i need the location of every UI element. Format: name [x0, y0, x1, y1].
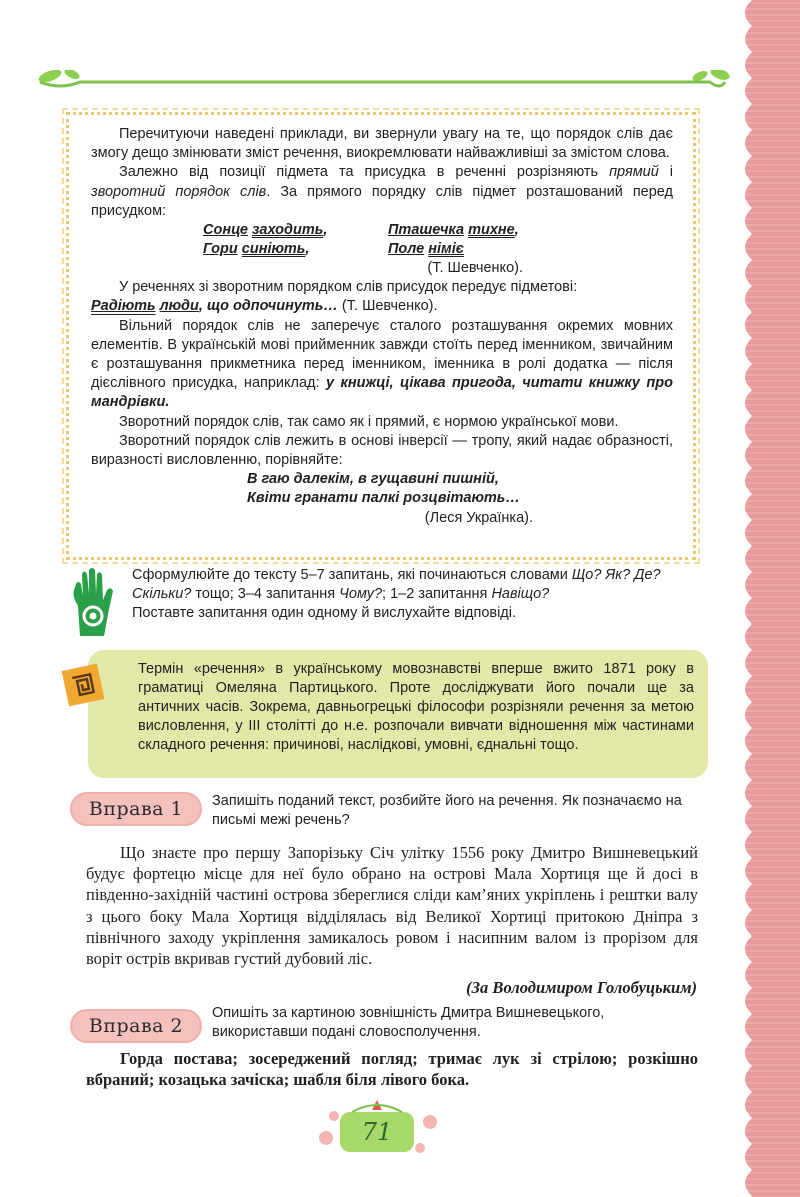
- theory-paragraph-4: Вільний порядок слів не заперечує сталого розташування окремих мовних елементів. В українській мові прийменник завжди стоїть перед іменником, звичайним є розташування прикметника перед іменником, іменника в ролі додатка — після дієслівного присудка, наприклад: у книжці, цікава пригода, читати книжку про мандрівки.: [91, 317, 673, 411]
- poem-line-1: В гаю далекім, в гущавині пишній,: [247, 471, 499, 488]
- theory-paragraph-6: Зворотний порядок слів лежить в основі інверсії — тропу, який надає образності, виразності висловленню, порівняйте:: [91, 432, 673, 469]
- page-number: 71: [361, 1118, 393, 1146]
- reverse-order-example: Радіють люди, що одпочинуть… (Т. Шевченко).: [91, 298, 438, 315]
- exercise-1-source: (За Володимиром Голобуцьким): [466, 978, 697, 997]
- exercise-1-task: Запишіть поданий текст, розбийте його на речення. Як позначаємо на письмі межі речень?: [212, 793, 682, 828]
- example-source: (Т. Шевченко).: [427, 260, 523, 277]
- hand-icon: [70, 566, 116, 640]
- decorative-side-strip: [738, 0, 800, 1197]
- info-box: [88, 650, 708, 778]
- poem-line-2: Квіти гранати палкі розцвітають…: [247, 490, 520, 507]
- info-text: Термін «речення» в українському мовознавстві вперше вжито 1871 року в граматиці Омеляна Партицького. Проте досліджувати його почали ще за античних часів. Зокрема, давньогрецькі філософи розрізняли речення за метою висловлення, у ІІІ столітті до н.е. розпочали вивчати відношення між частинами складного речення: причинові, наслідкові, умовні, єднальні тощо.: [138, 661, 694, 753]
- exercise-2-text: Горда постава; зосереджений погляд; тримає лук зі стрілою; розкішно вбраний; козацька зачіска; шабля біля лівого бока.: [86, 1049, 698, 1090]
- theory-box: [66, 112, 696, 560]
- theory-paragraph-3: У реченнях зі зворотним порядком слів присудок передує підметові:: [119, 279, 578, 296]
- exercise-1-label: Вправа 1: [70, 792, 202, 826]
- theory-paragraph-5: Зворотний порядок слів, так само як і прямий, є нормою української мови.: [119, 413, 619, 430]
- exercise-2-task: Опишіть за картиною зовнішність Дмитра Вишневецького, використавши подані словосполучення.: [212, 1005, 605, 1040]
- direct-order-examples: Сонце заходить, Пташечка тихне, Гори синіють, Поле німіє: [203, 222, 519, 258]
- theory-paragraph-1: Перечитуючи наведені приклади, ви звернули увагу на те, що порядок слів дає змогу дещо змінювати зміст речення, виокремлювати найважливіші за змістом слова.: [91, 126, 673, 162]
- theory-paragraph-2: Залежно від позиції підмета та присудка в реченні розрізняють прямий і зворотний порядок слів. За прямого порядку слів підмет розташований перед присудком:: [91, 164, 673, 219]
- spiral-square-icon: [60, 662, 106, 708]
- poem-source: (Леся Українка).: [424, 509, 533, 526]
- hand-task: Сформулюйте до тексту 5–7 запитань, які починаються словами Що? Як? Де? Скільки? тощо; 3–4 запитання Чому?; 1–2 запитання Навіщо? Поставте запитання один одному й вислухайте відповіді.: [132, 567, 661, 621]
- exercise-1-text: Що знаєте про першу Запорізьку Січ улітку 1556 року Дмитро Вишневецький будує фортецю місце для неї було обрано на острові Мала Хортиця ще й досі в південно-західній частині острова збереглися сліди кам’яних укріплень і рештки валу з цього боку Мала Хортиця відділялась від Великої Хортиці притокою Дніпра з північного заходу укріплення замикалось ровом і насипним валом із прорізом для воріт острів вкривав густий дубовий ліс.: [86, 843, 698, 969]
- top-vine-decoration: [20, 70, 730, 100]
- exercise-2-label: Вправа 2: [70, 1009, 202, 1043]
